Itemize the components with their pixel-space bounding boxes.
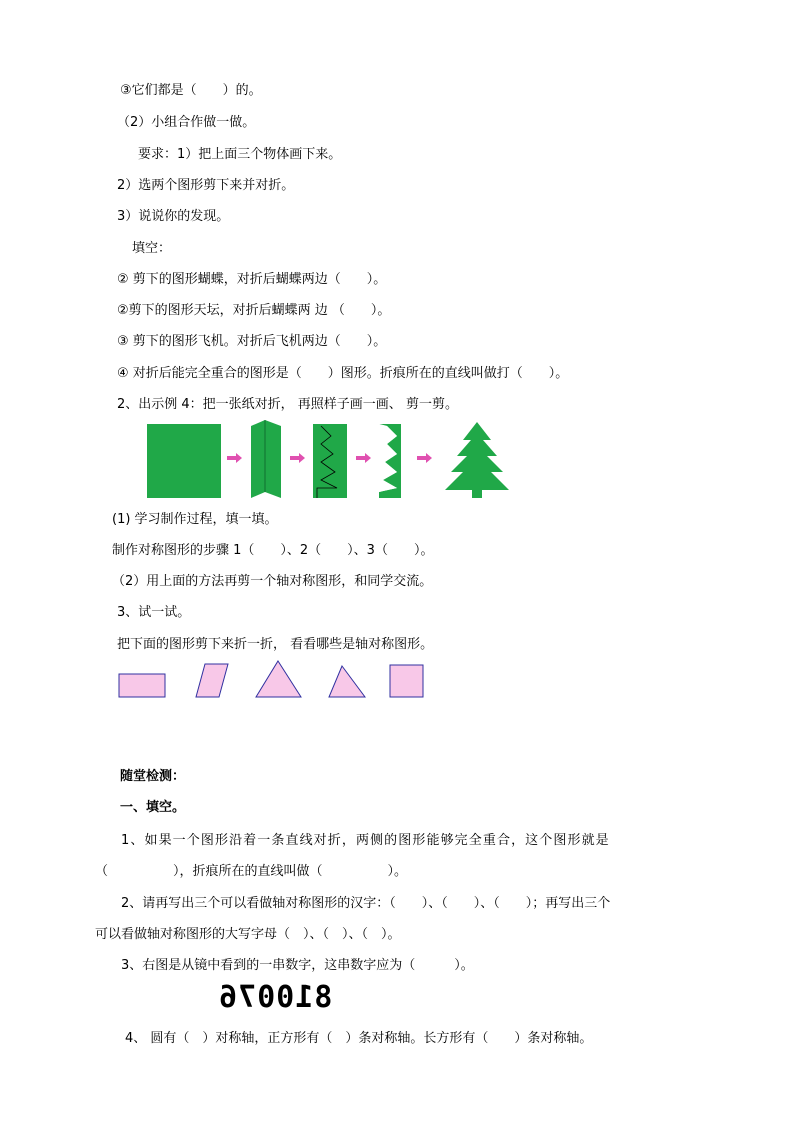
arrow-icon [227, 453, 242, 463]
line-13: 制作对称图形的步骤 1（ ）、2（ ）、3（ ）。 [112, 543, 434, 558]
rectangle-shape [118, 673, 168, 699]
line-21: 2、请再写出三个可以看做轴对称图形的汉字：（ ）、（ ）、（ ）；再写出三个 [121, 896, 611, 911]
pine-tree-icon [445, 422, 509, 498]
line-22: 可以看做轴对称图形的大写字母（ ）、（ ）、（ ）。 [95, 927, 401, 942]
scalene-triangle-shape [328, 665, 368, 699]
line-4: 2）选两个图形剪下来并对折。 [117, 178, 295, 193]
section-subtitle-fill: 一、填空。 [120, 800, 186, 815]
line-9: ③ 剪下的图形飞机。对折后飞机两边（ ）。 [117, 334, 387, 349]
line-10: ④ 对折后能完全重合的图形是（ ）图形。折痕所在的直线叫做打（ ）。 [117, 366, 569, 381]
square-shape [389, 664, 427, 700]
folded-paper-with-outline [313, 424, 347, 498]
line-6: 填空： [132, 241, 172, 256]
line-15: 3、试一试。 [117, 605, 191, 620]
line-11: 2、出示例 4：把一张纸对折， 再照样子画一画、 剪一剪。 [117, 397, 458, 412]
line-8: ②剪下的图形天坛，对折后蝴蝶两 边 （ ）。 [117, 303, 391, 318]
cut-paper [379, 424, 401, 498]
mirrored-digits: 810076 [218, 980, 333, 1015]
line-7: ② 剪下的图形蝴蝶，对折后蝴蝶两边（ ）。 [117, 272, 387, 287]
line-20: （ ），折痕所在的直线叫做（ ）。 [95, 864, 408, 879]
green-paper-square [147, 424, 221, 498]
line-16: 把下面的图形剪下来折一折， 看看哪些是轴对称图形。 [117, 637, 434, 652]
arrow-icon [417, 453, 432, 463]
line-24: 4、 圆有（ ）对称轴，正方形有（ ）条对称轴。长方形有（ ）条对称轴。 [125, 1031, 593, 1046]
line-12: (1) 学习制作过程，填一填。 [112, 512, 278, 527]
parallelogram-shape [195, 663, 231, 699]
line-2: （2）小组合作做一做。 [117, 115, 256, 130]
line-3: 要求：1）把上面三个物体画下来。 [138, 147, 342, 162]
line-19: 1、如果一个图形沿着一条直线对折，两侧的图形能够完全重合，这个图形就是 [121, 833, 610, 848]
line-14: （2）用上面的方法再剪一个轴对称图形，和同学交流。 [112, 574, 433, 589]
paper-cutting-steps-figure [147, 418, 512, 500]
arrow-icon [356, 453, 371, 463]
arrow-icon [290, 453, 305, 463]
folded-paper [251, 420, 281, 498]
section-title-quiz: 随堂检测： [120, 769, 186, 784]
line-1: ③它们都是（ ）的。 [120, 83, 262, 98]
isosceles-triangle-shape [255, 660, 303, 700]
line-5: 3）说说你的发现。 [117, 209, 230, 224]
line-23: 3、右图是从镜中看到的一串数字，这串数字应为（ ）。 [121, 958, 474, 973]
